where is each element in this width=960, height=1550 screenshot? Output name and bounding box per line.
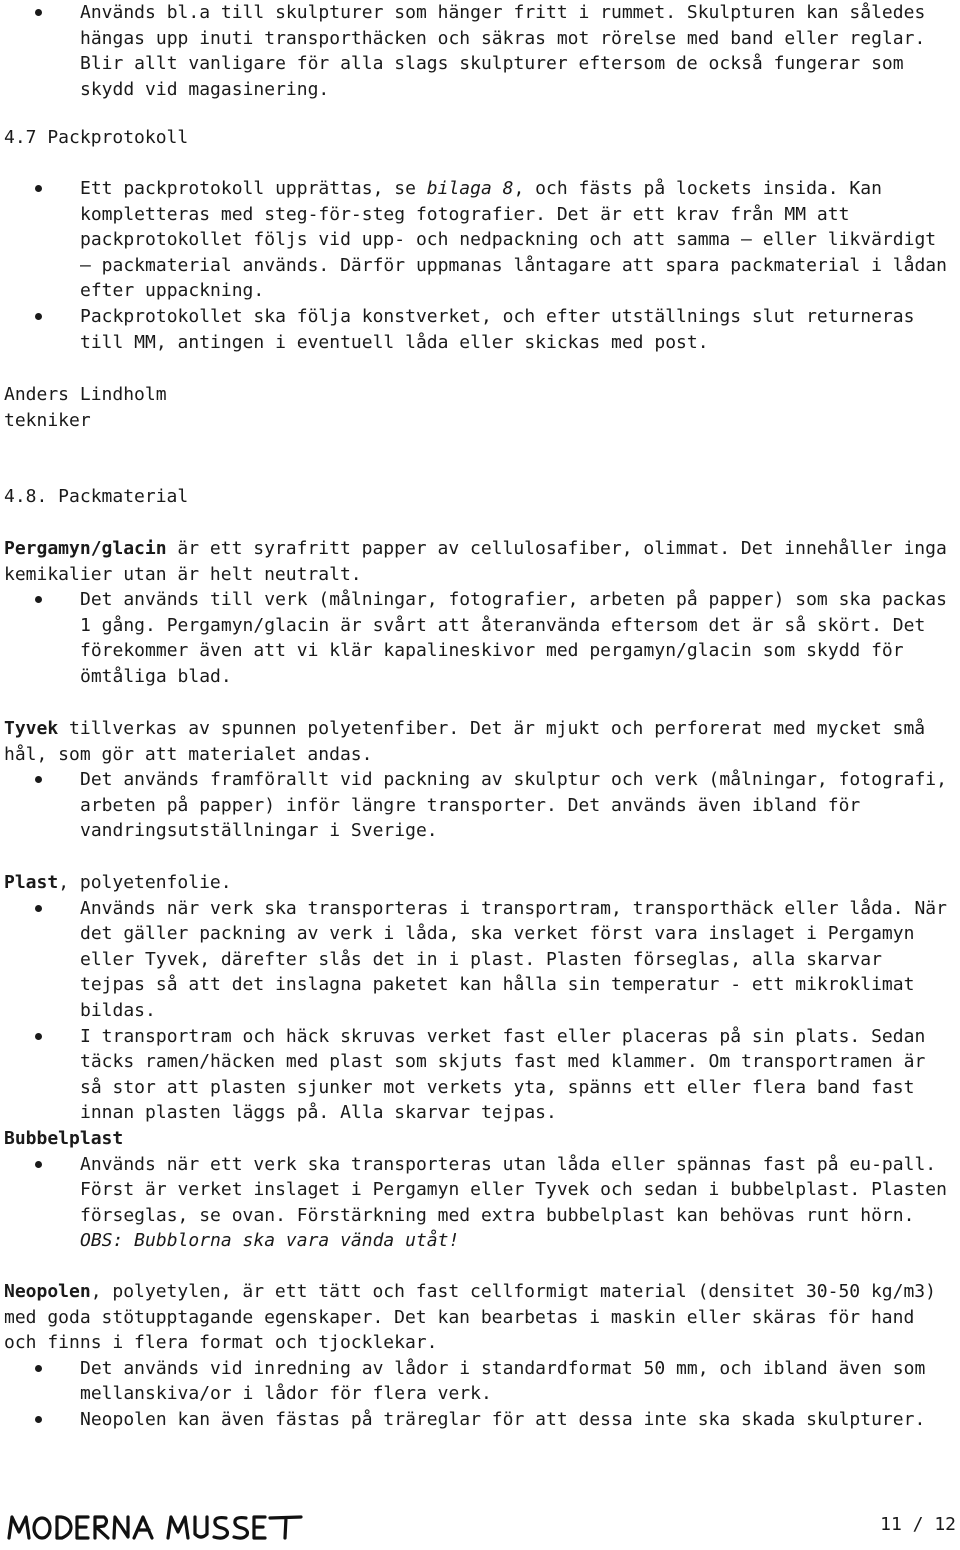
- material-neopolen: Neopolen, polyetylen, är ett tätt och fast cellformigt material (densitet 30-50 kg/m3) med goda stötupptagande egenskaper. Det kan bearbetas i maskin eller skäras för hand och finns i flera format och tjocklekar. Det används vid inredning av lådor i standardformat 50 mm, och ibland även som mellanskiva/or i lådor för flera verk. Neopolen kan även fästas på träreglar för att dessa inte ska skada skulpturer.: [4, 1279, 954, 1433]
- list-item: Packprotokollet ska följa konstverket, och efter utställnings slut returneras till MM, antingen i eventuell låda eller skickas med post.: [4, 304, 954, 355]
- section-heading: 4.7 Packprotokoll: [4, 127, 189, 148]
- signature-title: tekniker: [4, 409, 91, 431]
- material-plast: Plast, polyetenfolie. Används när verk ska transporteras i transportram, transporthäck eller låda. När det gäller packning av verk i låda, ska verket först vara inslaget i Pergamyn eller Tyvek, därefter slås det in i plast. Plasten förseglas, alla skarvar tejpas så att det inslagna paketet kan hålla sin temperatur - ett mikroklimat bildas. I transportram och häck skruvas verket fast eller placeras på sin plats. Sedan täcks ramen/häcken med plast som skjuts fast med klammer. Om transportramen är så stor att plasten sjunker mot verkets yta, spänns ett eller flera band fast innan plasten läggs på. Alla skarvar tejpas.: [4, 870, 954, 1126]
- list-item: Används bl.a till skulpturer som hänger fritt i rummet. Skulpturen kan således hängas upp inuti transporthäcken och säkras mot rörelse med band eller reglar. Blir allt vanligare för alla slags skulpturer eftersom de också fungerar som skydd vid magasinering.: [4, 0, 954, 102]
- list-item: Det används till verk (målningar, fotografier, arbeten på papper) som ska packas 1 gång. Pergamyn/glacin är svårt att återanvända eftersom det är så skört. Det förekommer även att vi klär kapalineskivor med pergamyn/glacin som skydd för ömtåliga blad.: [4, 587, 954, 689]
- section-4-7: [4, 125, 954, 151]
- moderna-museet-logo: [6, 1512, 306, 1542]
- section-4-7-list: [4, 176, 954, 355]
- section-4-8: [4, 484, 954, 510]
- attachment-reference: bilaga 8: [426, 178, 514, 199]
- material-tyvek: Tyvek tillverkas av spunnen polyetenfiber. Det är mjukt och perforerat med mycket små hål, som gör att materialet andas. Det används framförallt vid packning av skulptur och verk (målningar, fotografi, arbeten på papper) inför längre transporter. Det används även ibland för vandringsutställningar i Sverige.: [4, 716, 954, 844]
- list-item: Används när verk ska transporteras i transportram, transporthäck eller låda. När det gäller packning av verk i låda, ska verket först vara inslaget i Pergamyn eller Tyvek, därefter slås det in i plast. Plasten förseglas, alla skarvar tejpas så att det inslagna paketet kan hålla sin temperatur - ett mikroklimat bildas.: [4, 896, 954, 1024]
- section-heading: 4.8. Packmaterial: [4, 486, 189, 507]
- material-term: Tyvek: [4, 718, 59, 739]
- warning-note: OBS: Bubblorna ska vara vända utåt!: [80, 1230, 460, 1252]
- intro-section: [4, 0, 954, 102]
- list-item: Det används framförallt vid packning av skulptur och verk (målningar, fotografi, arbeten på papper) inför längre transporter. Det används även ibland för vandringsutställningar i Sverige.: [4, 767, 954, 844]
- material-term: Plast: [4, 872, 59, 893]
- list-item: I transportram och häck skruvas verket fast eller placeras på sin plats. Sedan täcks ramen/häcken med plast som skjuts fast med klammer. Om transportramen är så stor att plasten sjunker mot verkets yta, spänns ett eller flera band fast innan plasten läggs på. Alla skarvar tejpas.: [4, 1024, 954, 1126]
- intro-bullet-list: [4, 0, 954, 102]
- list-item: Används när ett verk ska transporteras utan låda eller spännas fast på eu-pall. Först är verket inslaget i Pergamyn eller Tyvek och sedan i bubbelplast. Plasten förseglas, se ovan. Förstärkning med extra bubbelplast kan behövas runt hörn. OBS: Bubblorna ska vara vända utåt!: [4, 1152, 954, 1254]
- material-bubbelplast: [4, 1126, 954, 1254]
- signature-name: Anders Lindholm: [4, 384, 167, 405]
- signature: [4, 382, 954, 433]
- logo-icon: [6, 1512, 306, 1542]
- list-item: Ett packprotokoll upprättas, se bilaga 8, och fästs på lockets insida. Kan kompletteras med steg-för-steg fotografier. Det är ett krav från MM att packprotokollet följs vid upp- och nedpackning och att samma — eller likvärdigt — packmaterial används. Därför uppmanas låntagare att spara packmaterial i lådan efter uppackning.: [4, 176, 954, 304]
- material-term: Pergamyn/glacin: [4, 538, 167, 559]
- material-pergamyn: Pergamyn/glacin är ett syrafritt papper av cellulosafiber, olimmat. Det innehåller inga kemikalier utan är helt neutralt. Det används till verk (målningar, fotografier, arbeten på papper) som ska packas 1 gång. Pergamyn/glacin är svårt att återanvända eftersom det är så skört. Det förekommer även att vi klär kapalineskivor med pergamyn/glacin som skydd för ömtåliga blad.: [4, 536, 954, 690]
- list-item: Det används vid inredning av lådor i standardformat 50 mm, och ibland även som mellanskiva/or i lådor för flera verk.: [4, 1356, 954, 1407]
- material-term: Neopolen: [4, 1281, 91, 1302]
- material-term: Bubbelplast: [4, 1128, 124, 1149]
- page-number: 11 / 12: [880, 1514, 956, 1535]
- list-item: Neopolen kan även fästas på träreglar för att dessa inte ska skada skulpturer.: [4, 1407, 954, 1433]
